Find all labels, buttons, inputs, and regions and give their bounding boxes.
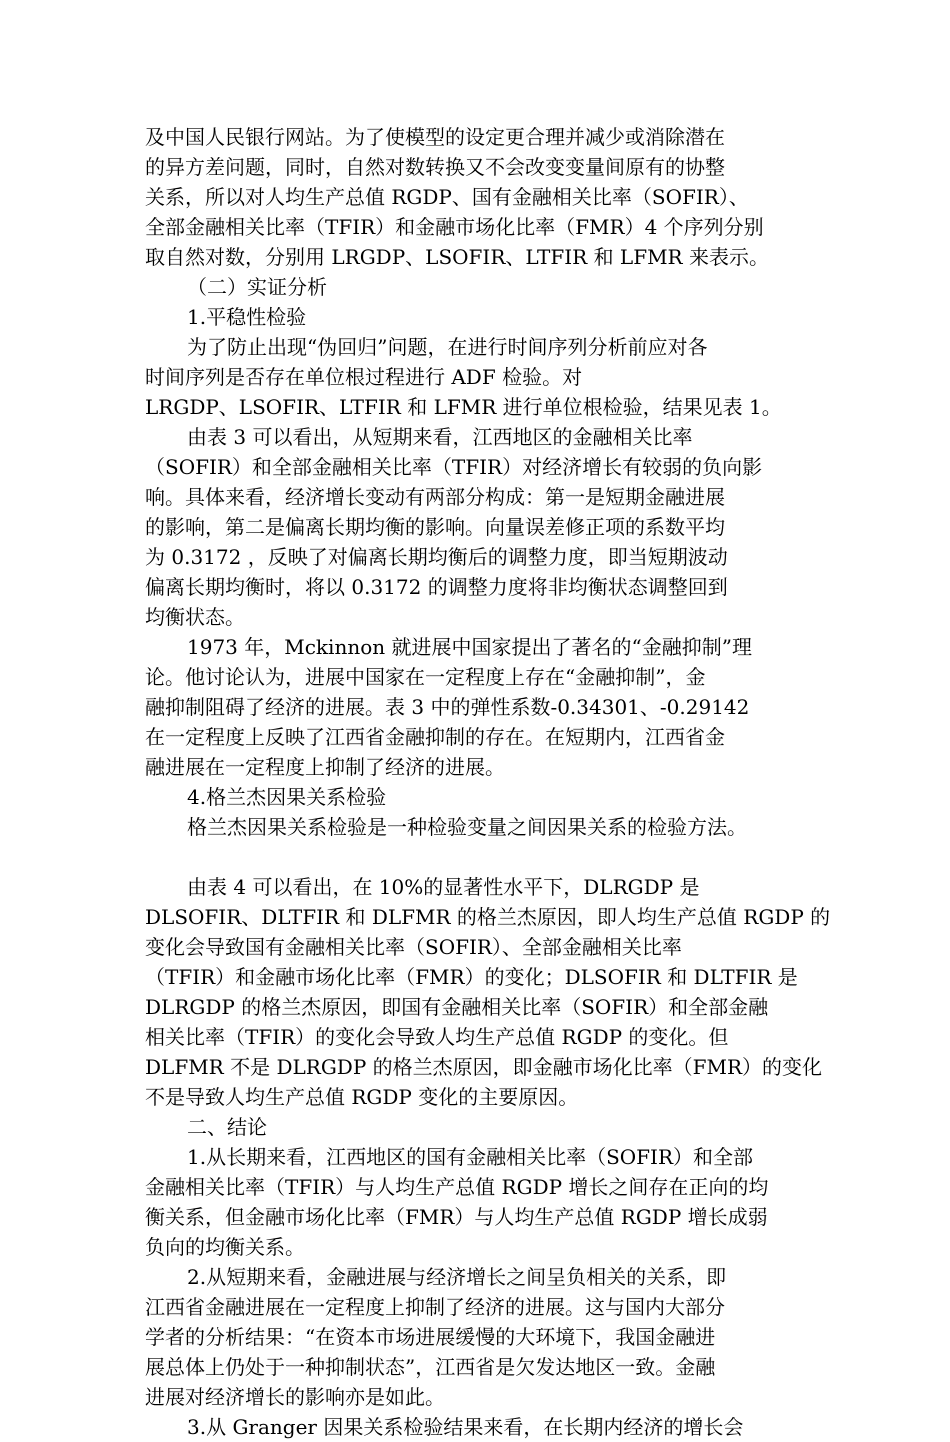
document-body (145, 122, 831, 1442)
text-line: 取自然对数，分别用 LRGDP、LSOFIR、LTFIR 和 LFMR 来表示。 (145, 245, 769, 269)
text-line: 学者的分析结果：“在资本市场进展缓慢的大环境下，我国金融进 (145, 1325, 716, 1349)
text-line: 江西省金融进展在一定程度上抑制了经济的进展。这与国内大部分 (145, 1295, 725, 1319)
text-line: 负向的均衡关系。 (145, 1235, 305, 1259)
text-line: （TFIR）和金融市场化比率（FMR）的变化；DLSOFIR 和 DLTFIR 是 (145, 965, 798, 989)
text-line: DLSOFIR、DLTFIR 和 DLFMR 的格兰杰原因，即人均生产总值 RGDP 的 (145, 905, 831, 929)
text-line: LRGDP、LSOFIR、LTFIR 和 LFMR 进行单位根检验，结果见表 1。 (145, 395, 782, 419)
text-line: 响。具体来看，经济增长变动有两部分构成：第一是短期金融进展 (145, 485, 725, 509)
text-line: 融进展在一定程度上抑制了经济的进展。 (145, 755, 505, 779)
text-line: 不是导致人均生产总值 RGDP 变化的主要原因。 (145, 1085, 579, 1109)
text-line: 融抑制阻碍了经济的进展。表 3 中的弹性系数-0.34301、-0.29142 (145, 695, 750, 719)
text-line: 的异方差问题，同时，自然对数转换又不会改变变量间原有的协整 (145, 155, 725, 179)
blank-line (145, 842, 815, 872)
text-line: 关系，所以对人均生产总值 RGDP、国有金融相关比率（SOFIR）、 (145, 185, 749, 209)
text-line: DLRGDP 的格兰杰原因，即国有金融相关比率（SOFIR）和全部金融 (145, 995, 769, 1019)
text-line: 偏离长期均衡时，将以 0.3172 的调整力度将非均衡状态调整回到 (145, 575, 728, 599)
text-line: 衡关系，但金融市场化比率（FMR）与人均生产总值 RGDP 增长成弱 (145, 1205, 768, 1229)
subsection-heading: 1.平稳性检验 (187, 305, 307, 329)
section-heading: （二）实证分析 (187, 275, 327, 299)
text-line: 为 0.3172 ，反映了对偏离长期均衡后的调整力度，即当短期波动 (145, 545, 728, 569)
text-line: 的影响，第二是偏离长期均衡的影响。向量误差修正项的系数平均 (145, 515, 725, 539)
text-line: 及中国人民银行网站。为了使模型的设定更合理并减少或消除潜在 (145, 125, 725, 149)
text-line: 相关比率（TFIR）的变化会导致人均生产总值 RGDP 的变化。但 (145, 1025, 729, 1049)
text-line: 为了防止出现“伪回归”问题，在进行时间序列分析前应对各 (187, 335, 708, 359)
text-line: 均衡状态。 (145, 605, 245, 629)
text-line: 金融相关比率（TFIR）与人均生产总值 RGDP 增长之间存在正向的均 (145, 1175, 769, 1199)
text-line: （SOFIR）和全部金融相关比率（TFIR）对经济增长有较弱的负向影 (145, 455, 763, 479)
text-line: 时间序列是否存在单位根过程进行 ADF 检验。对 (145, 365, 583, 389)
text-line: 3.从 Granger 因果关系检验结果来看，在长期内经济的增长会 (187, 1415, 744, 1439)
section-heading: 二、结论 (187, 1115, 267, 1139)
text-line: 进展对经济增长的影响亦是如此。 (145, 1385, 445, 1409)
text-line: 2.从短期来看，金融进展与经济增长之间呈负相关的关系，即 (187, 1265, 727, 1289)
text-line: 变化会导致国有金融相关比率（SOFIR）、全部金融相关比率 (145, 935, 682, 959)
text-line: 1973 年，Mckinnon 就进展中国家提出了著名的“金融抑制”理 (187, 635, 752, 659)
text-line: 论。他讨论认为，进展中国家在一定程度上存在“金融抑制”，金 (145, 665, 706, 689)
text-line: 由表 3 可以看出，从短期来看，江西地区的金融相关比率 (187, 425, 693, 449)
text-line: 格兰杰因果关系检验是一种检验变量之间因果关系的检验方法。 (187, 815, 747, 839)
text-line: DLFMR 不是 DLRGDP 的格兰杰原因，即金融市场化比率（FMR）的变化 (145, 1055, 823, 1079)
subsection-heading: 4.格兰杰因果关系检验 (187, 785, 387, 809)
text-line: 由表 4 可以看出，在 10%的显著性水平下，DLRGDP 是 (187, 875, 700, 899)
text-line: 全部金融相关比率（TFIR）和金融市场化比率（FMR）4 个序列分别 (145, 215, 764, 239)
text-line: 展总体上仍处于一种抑制状态”，江西省是欠发达地区一致。金融 (145, 1355, 716, 1379)
text-line: 在一定程度上反映了江西省金融抑制的存在。在短期内，江西省金 (145, 725, 725, 749)
text-line: 1.从长期来看，江西地区的国有金融相关比率（SOFIR）和全部 (187, 1145, 754, 1169)
